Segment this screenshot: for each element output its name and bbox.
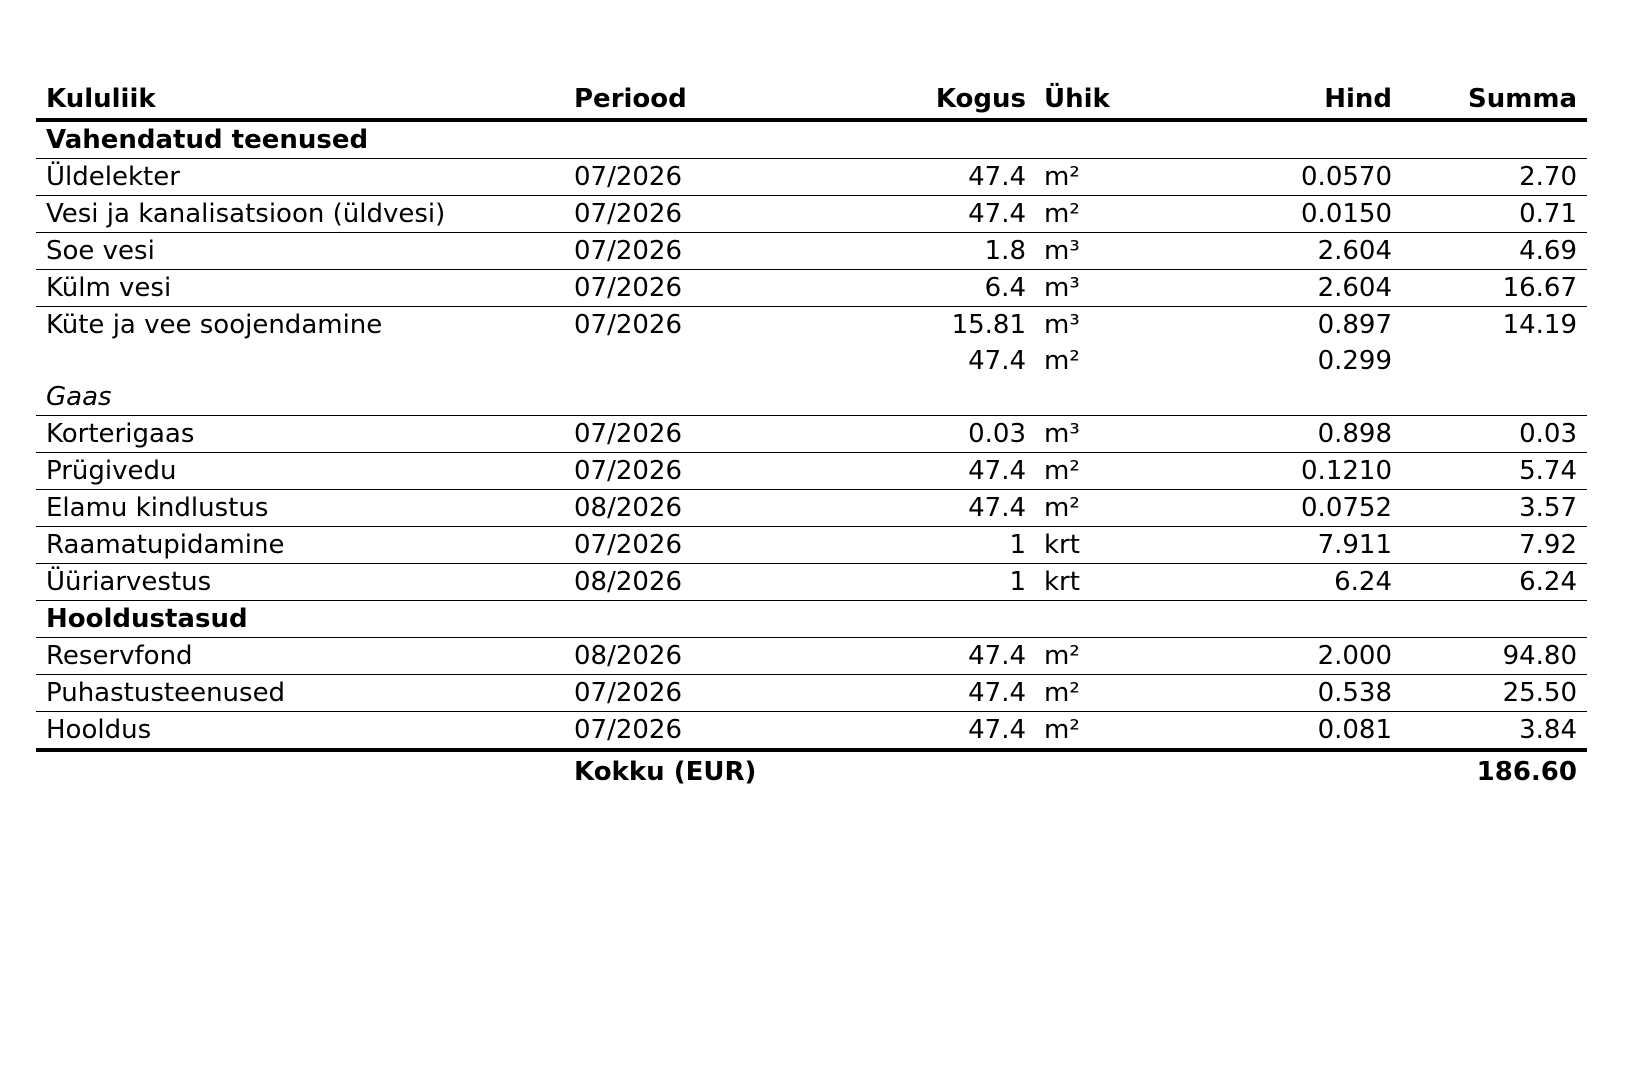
- cell-qty: 1: [800, 564, 1036, 601]
- cell-name: Soe vesi: [36, 233, 564, 270]
- table-row: [36, 233, 1587, 270]
- cell-price: 0.0570: [1186, 159, 1402, 196]
- cell-price: 2.604: [1186, 270, 1402, 307]
- cell-period: 07/2026: [564, 159, 800, 196]
- cell-unit: m³: [1036, 270, 1186, 307]
- cell-sum: 16.67: [1402, 270, 1587, 307]
- cell-name: Korterigaas: [36, 416, 564, 453]
- cell-sum: 0.03: [1402, 416, 1587, 453]
- cell-sum: 0.71: [1402, 196, 1587, 233]
- cell-period: 07/2026: [574, 310, 683, 340]
- cell-sum: 3.57: [1402, 490, 1587, 527]
- section-title: Gaas: [36, 379, 1587, 416]
- table-row: [36, 270, 1587, 307]
- table-row-continuation: [36, 343, 1587, 379]
- cell-name: Hooldus: [36, 712, 564, 751]
- cell-unit: m²: [1036, 453, 1186, 490]
- cell-name: Külm vesi: [36, 270, 564, 307]
- cost-table: [36, 78, 1587, 792]
- cell-price: 2.604: [1186, 233, 1402, 270]
- table-row: [36, 196, 1587, 233]
- cell-name: Puhastusteenused: [36, 675, 564, 712]
- cell-unit: m²: [1036, 490, 1186, 527]
- cell-unit: m²: [1036, 196, 1186, 233]
- cell-price: 0.299: [1317, 346, 1392, 376]
- section-title: Hooldustasud: [36, 601, 1587, 638]
- table-row: [36, 416, 1587, 453]
- table-row: [36, 527, 1587, 564]
- cell-period: 07/2026: [564, 675, 800, 712]
- header-price: Hind: [1186, 78, 1402, 120]
- cell-name: Üüriarvestus: [36, 564, 564, 601]
- cell-name: Üldelekter: [36, 159, 564, 196]
- cell-period: 07/2026: [564, 712, 800, 751]
- cell-sum: 3.84: [1402, 712, 1587, 751]
- cell-sum: [1402, 343, 1587, 379]
- cell-qty: 0.03: [800, 416, 1036, 453]
- cell-period: 07/2026: [564, 270, 800, 307]
- section-row: [36, 379, 1587, 416]
- cell-unit: m²: [1036, 712, 1186, 751]
- cell-name: Raamatupidamine: [36, 527, 564, 564]
- cell-unit: m³: [1036, 233, 1186, 270]
- header-sum: Summa: [1402, 78, 1587, 120]
- cell-price: 0.897: [1317, 310, 1392, 340]
- cell-qty: 47.4: [968, 346, 1026, 376]
- cell-price: 0.081: [1186, 712, 1402, 751]
- cell-sum: 14.19: [1502, 310, 1577, 340]
- cell-qty: 1: [800, 527, 1036, 564]
- cell-unit: m²: [1036, 159, 1186, 196]
- cell-sum: 7.92: [1402, 527, 1587, 564]
- cell-price: 6.24: [1186, 564, 1402, 601]
- header-unit: Ühik: [1036, 78, 1186, 120]
- cell-qty: 47.4: [800, 196, 1036, 233]
- cell-qty: 47.4: [800, 453, 1036, 490]
- cell-period: 08/2026: [564, 638, 800, 675]
- cost-statement: [36, 78, 1587, 792]
- cell-sum: 25.50: [1402, 675, 1587, 712]
- cell-period: 07/2026: [564, 196, 800, 233]
- cell-name: [36, 343, 564, 379]
- total-value: 186.60: [1476, 757, 1577, 787]
- table-row: [36, 564, 1587, 601]
- cell-unit: m²: [1036, 675, 1186, 712]
- section-row: [36, 601, 1587, 638]
- section-title: Vahendatud teenused: [36, 120, 1587, 159]
- cell-sum: 94.80: [1402, 638, 1587, 675]
- cell-name: Vesi ja kanalisatsioon (üldvesi): [36, 196, 564, 233]
- table-row: [36, 712, 1587, 751]
- header-period: Periood: [564, 78, 800, 120]
- cell-qty: 47.4: [800, 490, 1036, 527]
- cell-unit: m³: [1036, 416, 1186, 453]
- table-row: [36, 675, 1587, 712]
- cell-price: 0.1210: [1186, 453, 1402, 490]
- cell-name: Reservfond: [36, 638, 564, 675]
- cell-period: 07/2026: [564, 416, 800, 453]
- table-row: [36, 638, 1587, 675]
- cell-sum: 6.24: [1402, 564, 1587, 601]
- cell-period: 08/2026: [564, 564, 800, 601]
- cell-qty: 1.8: [800, 233, 1036, 270]
- cell-period: 07/2026: [564, 233, 800, 270]
- cell-qty: 15.81: [951, 310, 1026, 340]
- total-spacer: [36, 750, 564, 792]
- cell-name: Prügivedu: [36, 453, 564, 490]
- cell-unit: m²: [1044, 346, 1080, 376]
- cell-period: 07/2026: [564, 453, 800, 490]
- cell-price: 0.898: [1186, 416, 1402, 453]
- cell-unit: krt: [1036, 527, 1186, 564]
- cell-period: [564, 343, 800, 379]
- cell-unit: m²: [1036, 638, 1186, 675]
- cell-qty: 6.4: [800, 270, 1036, 307]
- table-row: [36, 490, 1587, 527]
- header-row: [36, 78, 1587, 120]
- cell-name: Küte ja vee soojendamine: [46, 310, 383, 340]
- table-body: [36, 120, 1587, 792]
- cell-price: 0.538: [1186, 675, 1402, 712]
- cell-period: 08/2026: [564, 490, 800, 527]
- cell-period: 07/2026: [564, 527, 800, 564]
- cell-unit: m³: [1044, 310, 1080, 340]
- cell-qty: 47.4: [800, 638, 1036, 675]
- cell-price: 0.0150: [1186, 196, 1402, 233]
- cell-price: 0.0752: [1186, 490, 1402, 527]
- cell-sum: 5.74: [1402, 453, 1587, 490]
- header-name: Kululiik: [36, 78, 564, 120]
- header-qty: Kogus: [800, 78, 1036, 120]
- cell-name: Elamu kindlustus: [36, 490, 564, 527]
- cell-unit: krt: [1036, 564, 1186, 601]
- cell-qty: 47.4: [800, 675, 1036, 712]
- cell-price: 7.911: [1186, 527, 1402, 564]
- table-row: [36, 453, 1587, 490]
- table-row: [36, 159, 1587, 196]
- cell-sum: 2.70: [1402, 159, 1587, 196]
- cell-qty: 47.4: [800, 712, 1036, 751]
- total-label: Kokku (EUR): [574, 757, 757, 787]
- cell-sum: 4.69: [1402, 233, 1587, 270]
- cell-qty: 47.4: [800, 159, 1036, 196]
- cell-price: 2.000: [1186, 638, 1402, 675]
- section-row: [36, 120, 1587, 159]
- total-row: [36, 750, 1587, 792]
- table-row: [36, 307, 1587, 344]
